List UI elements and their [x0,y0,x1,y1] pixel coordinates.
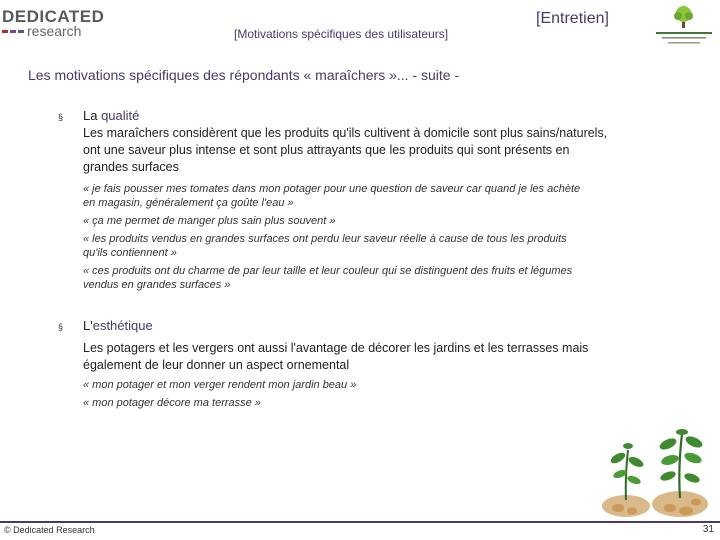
section-title-prefix: La [83,108,102,123]
quote-line: vendus en grandes surfaces » [83,279,231,291]
section-aesthetic-text [83,340,677,374]
quote-line: « ces produits ont du charme de par leur taille et leur couleur qui se distinguent des fruits et légumes [83,265,573,277]
slide-title: Les motivations spécifiques des répondants « maraîchers »... - suite - [28,67,460,83]
logo-bottom-row [2,24,81,38]
bullet-icon: § [58,322,64,332]
quote-line: « je fais pousser mes tomates dans mon potager pour une question de saveur car quand je les achète [83,183,581,195]
header-interview-label: [Entretien] [536,10,609,27]
bullet-icon: § [58,112,64,122]
footer-copyright: © Dedicated Research [4,525,95,535]
text-line: Les potagers et les vergers ont aussi l'avantage de décorer les jardins et les terrasses mais [83,341,589,355]
section-quality-text [83,125,677,176]
plants-illustration-icon [598,428,710,520]
quote-line: « ça me permet de manger plus sain plus souvent » [83,215,336,227]
quote-line: « mon potager et mon verger rendent mon jardin beau » [83,379,357,391]
section-quality-title [83,108,139,123]
page-number: 31 [702,524,714,535]
text-line: ont une saveur plus intense et sont plus attrayants que les produits qui sont présents en [83,143,570,157]
quote-line: « mon potager décore ma terrasse » [83,397,261,409]
quote-line: en magasin, généralement ça goûte l'eau » [83,197,294,209]
logo-text-dedicated: DEDICATED [2,7,105,26]
section-title-highlight: esthétique [92,318,153,333]
footer-divider [0,521,720,523]
text-line: grandes surfaces [83,160,179,174]
section-quality-quotes [83,182,683,292]
section-title-highlight: qualité [101,108,140,123]
quote-line: qu'ils contiennent » [83,247,177,259]
header-subtitle: [Motivations spécifiques des utilisateurs] [234,27,449,41]
section-aesthetic-quotes [83,378,643,410]
partner-tree-logo-icon [652,4,716,48]
logo-dots-icon [2,30,24,33]
text-line: également de leur donner un aspect ornemental [83,358,350,372]
logo-text-research: research [27,23,82,39]
quote-line: « les produits vendus en grandes surfaces ont perdu leur saveur réelle à cause de tous les produits [83,233,567,245]
dedicated-research-logo [2,7,105,39]
section-title-prefix: L' [83,318,93,333]
section-aesthetic-title [83,318,153,333]
text-line: Les maraîchers considèrent que les produits qu'ils cultivent à domicile sont plus sains/naturels, [83,126,608,140]
